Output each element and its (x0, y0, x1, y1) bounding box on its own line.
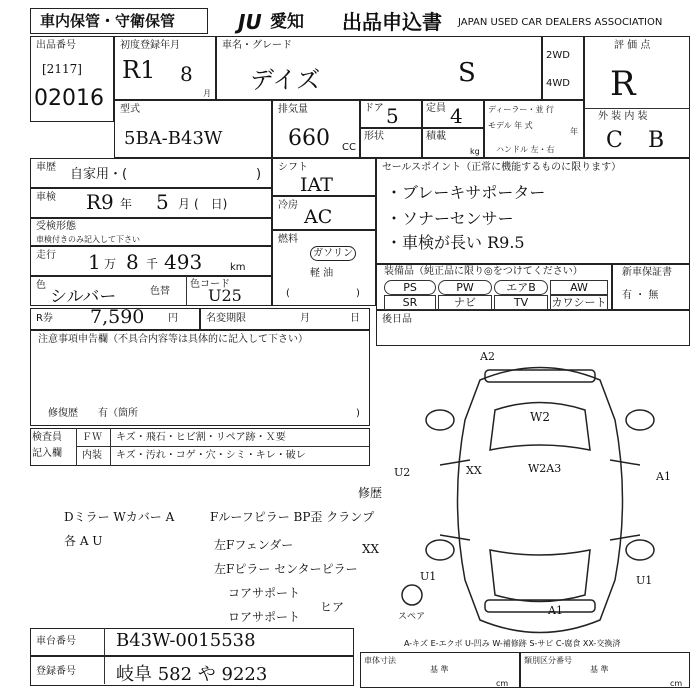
history-value: 自家用・( (70, 167, 128, 182)
model-year-suffix: 年 (570, 127, 578, 136)
recycle-value: 7,590 (90, 306, 145, 328)
inspection-year: 年 (120, 197, 133, 211)
capacity-label: 定員 (426, 103, 446, 114)
model-year-label: モデル 年 式 (488, 121, 533, 130)
drive-4wd: 4WD (546, 78, 570, 89)
inspection-label: 車検 (36, 192, 56, 203)
load-label: 積載 (426, 131, 446, 142)
ac-label: 冷房 (278, 200, 298, 211)
drive-cell (542, 36, 584, 100)
cc-label: CC (342, 142, 356, 153)
color-code-value: U25 (208, 286, 242, 305)
lot-number-label: 出品番号 (36, 40, 76, 51)
spare-label: スペア (398, 612, 426, 622)
ext-int-label: 外 装 内 装 (598, 111, 648, 122)
dealer-label: ディーラー・並 行 (488, 105, 554, 114)
color-label: 色 (36, 280, 46, 291)
class-size-cm: cm (670, 679, 683, 688)
inspection-era: R9 (86, 190, 114, 214)
repair-history-label: 修復歴 有（箇所 (48, 408, 138, 419)
receive-label: 受検形態 (36, 221, 76, 232)
ju-logo-icon: JU (238, 10, 262, 34)
interior-items: キズ・汚れ・コゲ・穴・シミ・キレ・破レ (116, 450, 306, 461)
fuel-label: 燃料 (278, 234, 298, 245)
mark-w2: W2 (530, 410, 550, 424)
note-mirror: Dミラー Wカバー A (64, 510, 175, 524)
name-change-month: 月 (300, 313, 310, 324)
ac-value: AC (304, 206, 333, 228)
displacement-value: 660 (288, 126, 330, 151)
reg-label: 登録番号 (36, 666, 76, 677)
car-diagram (400, 350, 690, 650)
diagram-cell (376, 310, 690, 346)
sales-point-1: ・ブレーキサポーター (386, 183, 546, 202)
grade-box (584, 36, 690, 158)
sales-points-label: セールスポイント（正常に機能するものに限ります） (382, 162, 622, 173)
mileage-c: 493 (164, 250, 203, 274)
displacement-label: 排気量 (278, 104, 308, 115)
car-name-value: デイズ (250, 66, 321, 94)
first-reg-era: R1 (122, 56, 156, 84)
kg-label: kg (470, 147, 480, 156)
note-lower-support: ロアサポート (228, 610, 301, 624)
history-cell (30, 158, 272, 188)
shape-label: 形状 (364, 131, 384, 142)
receive-note: 車検付きのみ記入して下さい (36, 235, 140, 244)
name-change-label: 名変期限 (206, 313, 246, 324)
shift-value: IAT (300, 174, 333, 196)
int-grade: B (648, 128, 665, 153)
notes-label: 注意事項申告欄（不具合内容等は具体的に記入して下さい） (38, 334, 308, 345)
note-fender: 左Fフェンダー (214, 538, 294, 552)
note-hia: ヒア (320, 600, 345, 614)
fuel-gasoline: ガソリン (310, 246, 356, 261)
equipment-item: ナビ (438, 295, 492, 310)
inspection-month-unit: 月 (178, 197, 191, 211)
mark-w2a3: W2A3 (528, 462, 562, 475)
class-size-label: 類別区分番号 (524, 656, 572, 665)
capacity-value: 4 (450, 104, 463, 128)
chassis-label: 車台番号 (36, 636, 76, 647)
lot-number-value: 02016 (34, 86, 104, 111)
mark-u2: U2 (394, 466, 411, 479)
mileage-unit1: 万 (104, 257, 117, 271)
note-core-support: コアサポート (228, 586, 301, 600)
body-size-standard: 基 準 (430, 665, 449, 674)
model-label: 型式 (120, 104, 140, 115)
form-title: 出品申込書 (342, 10, 442, 34)
sales-point-3: ・車検が長い R9.5 (386, 233, 525, 252)
grade-box-label: 評 価 点 (614, 40, 651, 51)
mileage-label: 走行 (36, 250, 56, 261)
history-label: 車歴 (36, 162, 56, 173)
body-size-label: 車体寸法 (364, 656, 396, 665)
mileage-a: 1 (88, 250, 101, 274)
note-pillar: 左Fピラー センターピラー (214, 562, 358, 576)
recycle-label: R券 (36, 313, 53, 324)
mark-a1-right: A1 (656, 470, 671, 483)
fuel-diesel: 軽 油 (310, 268, 334, 279)
equipment-item: AW (550, 280, 608, 295)
first-reg-month: 8 (180, 62, 193, 86)
chassis-value: B43W-0015538 (116, 630, 256, 651)
mark-u1-right: U1 (636, 574, 653, 587)
lot-stamp: [2117] (42, 62, 82, 76)
association-name: JAPAN USED CAR DEALERS ASSOCIATION (458, 17, 663, 28)
fw-items: キズ・飛石・ヒビ割・リペア跡・Ｘ要 (116, 432, 286, 443)
note-repair-history: 修歴 (358, 486, 383, 500)
color-code-label: 色コード (190, 279, 230, 290)
interior-label: 内装 (82, 450, 102, 461)
drive-2wd: 2WD (546, 50, 570, 61)
name-change-day: 日 (350, 313, 360, 324)
recycle-unit: 円 (168, 313, 178, 324)
note-xx: XX (362, 542, 380, 556)
equipment-item: PW (438, 280, 492, 295)
rear-window-label: 後日品 (382, 314, 412, 325)
logo-text: 愛知 (270, 12, 304, 32)
history-close: ) (256, 167, 262, 182)
sales-point-2: ・ソナーセンサー (386, 209, 514, 228)
storage-label: 車内保管・守衛保管 (40, 12, 176, 30)
first-reg-month-unit: 月 (203, 89, 211, 98)
reg-value: 岐阜 582 や 9223 (116, 664, 268, 685)
equipment-item: エアB (494, 280, 548, 295)
car-name-label: 車名・グレード (222, 40, 292, 51)
grade-score: R (610, 64, 636, 104)
legend-text: A-キズ E-エクボ U-凹み W-補修跡 S-サビ C-腐食 XX-交換済 (404, 639, 621, 648)
body-size-cm: cm (496, 679, 509, 688)
shift-label: シフト (278, 162, 308, 173)
model-value: 5BA-B43W (124, 128, 223, 149)
mileage-unit2: 千 (146, 257, 159, 271)
fw-label: ＦＷ (82, 432, 102, 443)
class-size-standard: 基 準 (590, 665, 609, 674)
note-roof-pillar: Fルーフピラー BP歪 クランプ (210, 510, 375, 524)
mark-xx: XX (466, 464, 482, 477)
equipment-item: カワシート (551, 296, 607, 309)
repair-history-close: ) (356, 408, 360, 419)
equipment-item: TV (494, 295, 548, 310)
mark-u1-left: U1 (420, 570, 437, 583)
km-label: km (230, 262, 246, 273)
first-reg-label: 初度登録年月 (120, 40, 180, 51)
inspection-cell (30, 188, 272, 218)
equipment-label: 装備品（純正品に限り◎をつけてください） (384, 266, 583, 277)
fuel-paren-close: ) (356, 288, 360, 299)
mark-a1-bottom: A1 (548, 604, 563, 617)
mark-a2-top: A2 (480, 350, 495, 363)
mileage-b: 8 (126, 250, 139, 274)
equipment-item: PS (384, 280, 436, 295)
doors-value: 5 (386, 104, 399, 128)
inspector-label: 検査員 (32, 432, 62, 443)
doors-label: ドア (364, 103, 384, 114)
inspection-day: ( 日) (194, 197, 228, 211)
equipment-item: SR (384, 295, 436, 310)
warranty-options: 有 ・ 無 (622, 290, 659, 301)
handle-label: ハンドル 左・右 (496, 145, 555, 154)
color-value: シルバー (50, 287, 117, 307)
grade-value: S (458, 58, 476, 88)
warranty-label: 新車保証書 (622, 267, 672, 278)
inspection-month: 5 (156, 190, 169, 214)
fuel-paren-open: ( (286, 288, 290, 299)
entry-label: 記入欄 (32, 448, 62, 459)
note-each: 各 A U (64, 534, 103, 548)
color-replace-label: 色替 (150, 286, 170, 297)
ext-grade: C (606, 128, 623, 153)
